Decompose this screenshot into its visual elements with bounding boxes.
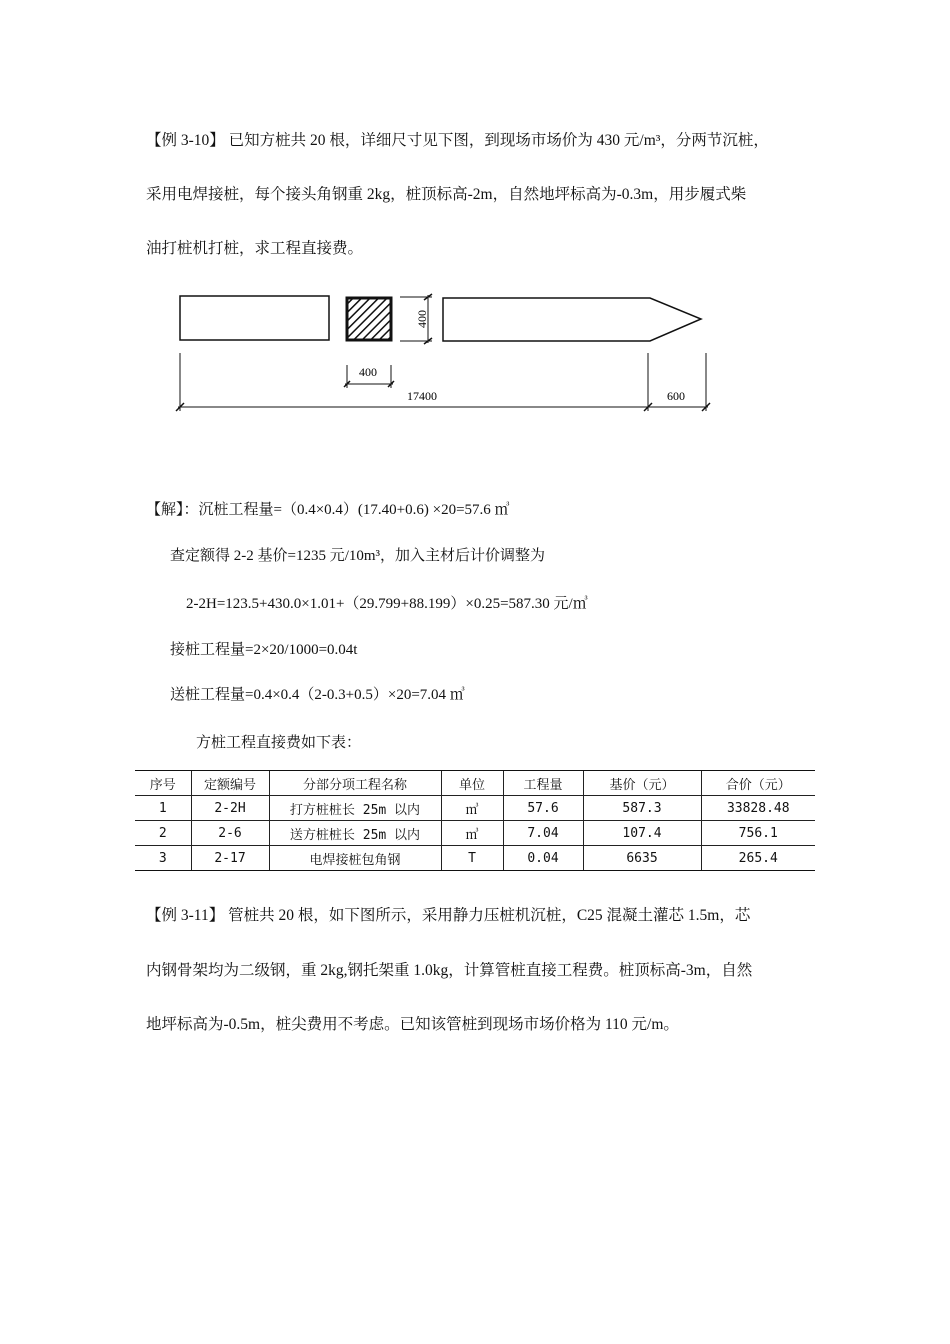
example-3-10-line-1: 【例 3-10】 已知方桩共 20 根，详细尺寸见下图，到现场市场价为 430 元/m³，分两节沉桩， bbox=[146, 132, 769, 149]
table-cell: 2-2H bbox=[191, 796, 269, 821]
table-header-cell: 工程量 bbox=[503, 771, 583, 796]
cost-table bbox=[135, 770, 815, 871]
table-header-row bbox=[135, 771, 815, 796]
solution-line-2: 查定额得 2-2 基价=1235 元/10m³，加入主材后计价调整为 bbox=[170, 548, 546, 564]
solution-line-1: 【解】：沉桩工程量=（0.4×0.4）(17.40+0.6) ×20=57.6 ㎥ bbox=[146, 502, 510, 518]
table-cell: ㎥ bbox=[441, 796, 503, 821]
table-header-cell: 单位 bbox=[441, 771, 503, 796]
example-3-11-line-1: 【例 3-11】 管桩共 20 根，如下图所示，采用静力压桩机沉桩，C25 混凝土灌芯 1.5m，芯 bbox=[146, 907, 751, 924]
table-cell: 107.4 bbox=[583, 821, 701, 846]
example-3-11-line-3: 地坪标高为-0.5m，桩尖费用不考虑。已知该管桩到现场市场价格为 110 元/m。 bbox=[146, 1016, 679, 1033]
solution-line-5: 送桩工程量=0.4×0.4（2-0.3+0.5）×20=7.04 ㎥ bbox=[170, 687, 465, 703]
dim-section-width: 400 bbox=[359, 365, 377, 379]
table-header-cell: 基价（元） bbox=[583, 771, 701, 796]
table-cell: 2-17 bbox=[191, 846, 269, 871]
pile-cross-section bbox=[347, 298, 391, 340]
table-cell: 0.04 bbox=[503, 846, 583, 871]
table-header-cell: 序号 bbox=[135, 771, 191, 796]
pile-diagram bbox=[170, 285, 730, 425]
table-cell: 电焊接桩包角钢 bbox=[269, 846, 441, 871]
example-3-10-line-2: 采用电焊接桩，每个接头角钢重 2kg，桩顶标高-2m，自然地坪标高为-0.3m，用步履式柴 bbox=[146, 186, 747, 203]
table-cell: 送方桩桩长 25m 以内 bbox=[269, 821, 441, 846]
table-cell: ㎥ bbox=[441, 821, 503, 846]
table-cell: 57.6 bbox=[503, 796, 583, 821]
table-cell: 2-6 bbox=[191, 821, 269, 846]
dim-tip-length: 600 bbox=[667, 389, 685, 403]
table-cell: 打方桩桩长 25m 以内 bbox=[269, 796, 441, 821]
solution-line-3: 2-2H=123.5+430.0×1.01+（29.799+88.199）×0.25=587.30 元/㎥ bbox=[186, 596, 588, 612]
table-cell: 3 bbox=[135, 846, 191, 871]
table-cell: 7.04 bbox=[503, 821, 583, 846]
example-3-10-line-3: 油打桩机打桩，求工程直接费。 bbox=[146, 240, 364, 257]
table-cell: 1 bbox=[135, 796, 191, 821]
table-header-cell: 合价（元） bbox=[701, 771, 815, 796]
table-cell: 6635 bbox=[583, 846, 701, 871]
pile-segment-left bbox=[180, 296, 329, 340]
table-header-cell: 定额编号 bbox=[191, 771, 269, 796]
table-row bbox=[135, 796, 815, 821]
solution-line-4: 接桩工程量=2×20/1000=0.04t bbox=[170, 642, 358, 658]
table-cell: 265.4 bbox=[701, 846, 815, 871]
table-cell: T bbox=[441, 846, 503, 871]
solution-line-6: 方桩工程直接费如下表： bbox=[196, 735, 362, 751]
pile-segment-right bbox=[443, 298, 701, 341]
dim-total-length: 17400 bbox=[407, 389, 437, 403]
table-header-cell: 分部分项工程名称 bbox=[269, 771, 441, 796]
table-cell: 2 bbox=[135, 821, 191, 846]
table-row bbox=[135, 821, 815, 846]
example-3-11-line-2: 内钢骨架均为二级钢，重 2kg,钢托架重 1.0kg，计算管桩直接工程费。桩顶标高-3m，自然 bbox=[146, 962, 753, 979]
table-row bbox=[135, 846, 815, 871]
table-cell: 33828.48 bbox=[701, 796, 815, 821]
table-cell: 756.1 bbox=[701, 821, 815, 846]
table-cell: 587.3 bbox=[583, 796, 701, 821]
dim-section-height: 400 bbox=[415, 310, 429, 328]
